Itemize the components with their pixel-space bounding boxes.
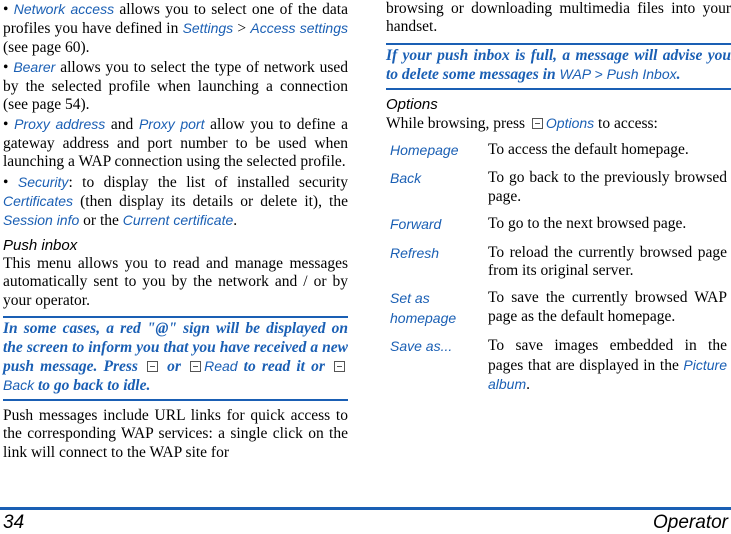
options-heading: Options — [386, 95, 438, 113]
option-row: Forward To go to the next browsed page. — [390, 215, 687, 233]
push-inbox-heading: Push inbox — [3, 236, 78, 254]
options-table — [386, 141, 727, 403]
option-row: Homepage To access the default homepage. — [390, 141, 689, 159]
push-note: In some cases, a red "@" sign will be displayed on the screen to inform you that you have received a new push message. Press or Read to read it or Back to go back to idle. — [3, 316, 348, 401]
page-number: 34 — [3, 512, 25, 533]
inbox-full-note: If your push inbox is full, a message will advise you to delete some messages in WAP > Push Inbox. — [386, 43, 731, 90]
continued-text: browsing or downloading multimedia files into your handset. — [386, 0, 731, 36]
left-column — [3, 0, 348, 462]
push-links-text: Push messages include URL links for quick access to the corresponding WAP services: a single click on the link will connect to the WAP site for — [3, 406, 348, 461]
option-row: Refresh To reload the currently browsed page from its original server. — [390, 243, 727, 280]
section-title: Operator — [653, 512, 728, 533]
push-inbox-text: This menu allows you to read and manage messages automatically sent to you by the network and / or by your operator. — [3, 254, 348, 309]
softkey-icon — [532, 118, 543, 129]
bullet-network-access: • Network access allows you to select one of the data profiles you have defined in Settings > Access settings (see page 60). — [3, 1, 348, 56]
options-intro: While browsing, press Options to access: — [386, 114, 658, 132]
softkey-icon — [334, 361, 345, 372]
bullet-bearer: • Bearer allows you to select the type of network used by the selected profile when launching a connection (see page 54). — [3, 59, 348, 114]
option-row: Set as homepage To save the currently browsed WAP page as the default homepage. — [390, 289, 727, 326]
ok-key-icon — [147, 361, 158, 372]
footer-rule — [0, 507, 731, 510]
option-row: Save as... To save images embedded in the pages that are displayed in the Picture album. — [390, 337, 727, 394]
bullet-proxy: • Proxy address and Proxy port allow you to define a gateway address and port number to be used when launching a WAP connection using the selected profile. — [3, 116, 348, 171]
bullet-security: • Security: to display the list of installed security Certificates (then display its details or delete it), the Session info or the Current certificate. — [3, 173, 348, 230]
right-column — [386, 0, 731, 404]
softkey-icon — [190, 361, 201, 372]
option-row: Back To go back to the previously browsed page. — [390, 169, 727, 205]
term: Network access — [13, 1, 115, 17]
